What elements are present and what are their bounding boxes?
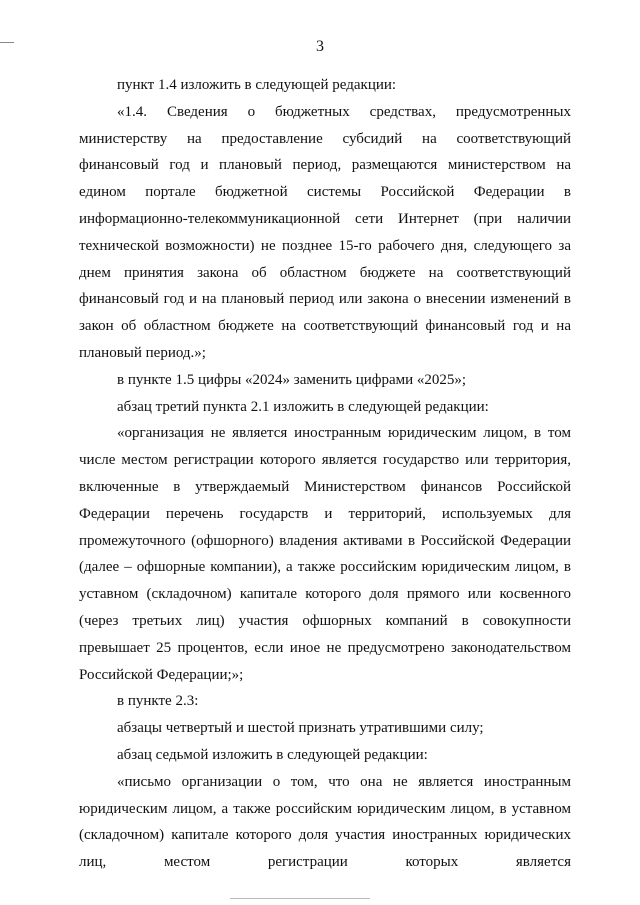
- page-number: 3: [316, 38, 324, 55]
- paragraph-clause-1-5: в пункте 1.5 цифры «2024» заменить цифрами «2025»;: [117, 371, 467, 388]
- paragraph-repeal: абзацы четвертый и шестой признать утратившими силу;: [117, 720, 484, 737]
- document-body: [79, 72, 571, 876]
- paragraph-letter-text: «письмо организации о том, что она не является иностранным юридическим лицом, а также российским юридическим лицом, в уставном (складочном) капитале которого доля участия иностранных юридических лиц, местом регистрации которых является: [79, 773, 571, 871]
- paragraph-seventh-intro: абзац седьмой изложить в следующей редакции:: [117, 746, 428, 763]
- paragraph-clause-1-4: «1.4. Сведения о бюджетных средствах, предусмотренных министерству на предоставление субсидий на соответствующий финансовый год и плановый период, размещаются министерством на едином портале бюджетной системы Российской Федерации в информационно-телекоммуникационной сети Интернет (при наличии технической возможности) не позднее 15-го рабочего дня, следующего за днем принятия закона об областном бюджете на соответствующий финансовый год и на плановый период или закона о внесении изменений в закон об областном бюджете на соответствующий финансовый год и на плановый период.»;: [79, 103, 571, 361]
- paragraph-clause-2-3: в пункте 2.3:: [117, 693, 199, 710]
- scan-artifact: [230, 898, 370, 899]
- paragraph-clause-2-1-text: «организация не является иностранным юридическим лицом, в том числе местом регистрации которого является государство или территория, включенные в утверждаемый Министерством финансов Российской Федерации перечень государств и территорий, используемых для промежуточного (офшорного) владения активами в Российской Федерации (далее – офшорные компании), а также российским юридическим лицом, в уставном (складочном) капитале которого доля прямого или косвенного (через третьих лиц) участия офшорных компаний в совокупности превышает 25 процентов, если иное не предусмотрено законодательством Российской Федерации;»;: [79, 425, 571, 683]
- paragraph-clause-2-1-intro: абзац третий пункта 2.1 изложить в следующей редакции:: [117, 398, 489, 415]
- paragraph-intro: пункт 1.4 изложить в следующей редакции:: [117, 77, 397, 93]
